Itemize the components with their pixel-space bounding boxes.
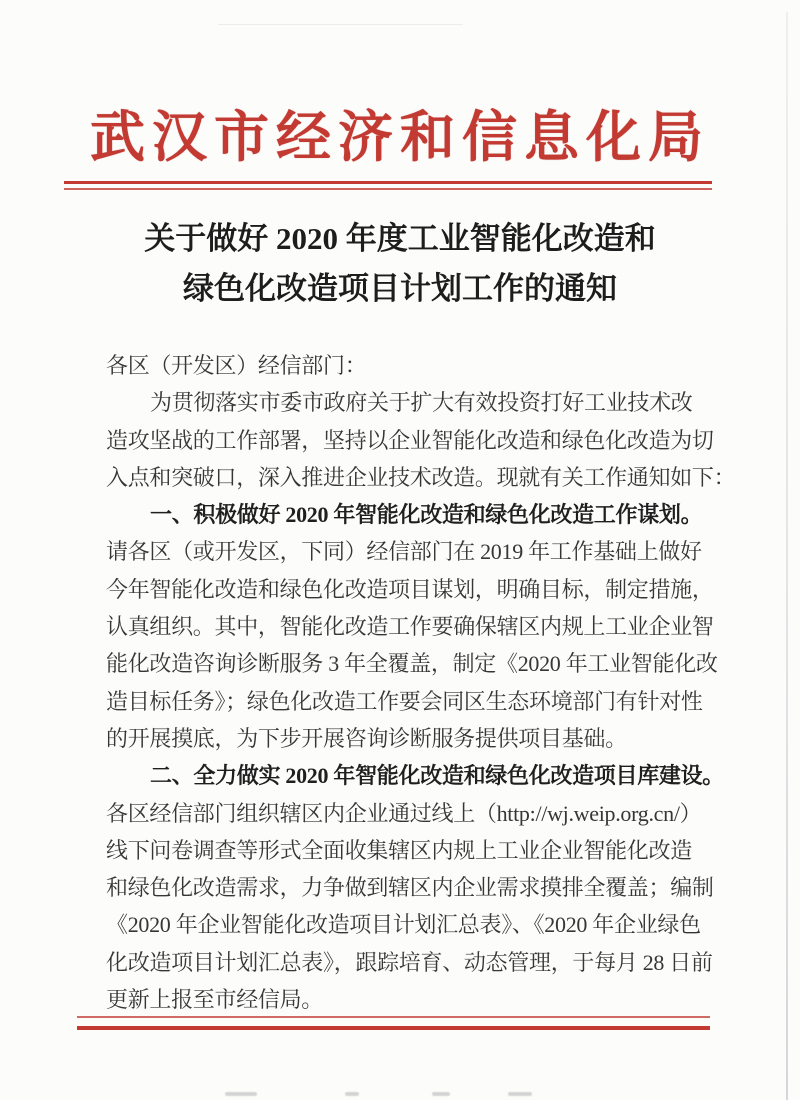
body-line: 为贯彻落实市委市政府关于扩大有效投资打好工业技术改 bbox=[150, 390, 693, 416]
scan-artifact-smudge bbox=[345, 1092, 359, 1096]
scan-artifact-smudge bbox=[432, 1092, 450, 1096]
scan-artifact-smudge bbox=[508, 1092, 532, 1096]
salutation-line: 各区（开发区）经信部门： bbox=[106, 353, 367, 378]
body-line: 的开展摸底，为下步开展咨询诊断服务提供项目基础。 bbox=[106, 725, 627, 751]
scan-artifact-smudge bbox=[225, 1092, 257, 1096]
body-line: 造目标任务》；绿色化改造工作要会同区生态环境部门有针对性 bbox=[106, 688, 703, 714]
body-line: 线下问卷调查等形式全面收集辖区内规上工业企业智能化改造 bbox=[106, 837, 692, 863]
section-heading-1: 一、积极做好 2020 年智能化改造和绿色化改造工作谋划。 bbox=[150, 502, 703, 528]
body-line: 《2020 年企业智能化改造项目计划汇总表》、《2020 年企业绿色 bbox=[106, 912, 701, 938]
body-line: 今年智能化改造和绿色化改造项目谋划，明确目标，制定措施， bbox=[106, 576, 714, 602]
body-line: 更新上报至市经信局。 bbox=[106, 987, 324, 1013]
body-line: 和绿色化改造需求，力争做到辖区内企业需求摸排全覆盖；编制 bbox=[106, 875, 714, 901]
letterhead-rule-thin bbox=[64, 188, 712, 190]
document-title-line-2: 绿色化改造项目计划工作的通知 bbox=[183, 271, 617, 306]
letterhead-rule-thick bbox=[64, 181, 712, 184]
body-line: 造攻坚战的工作部署，坚持以企业智能化改造和绿色化改造为切 bbox=[106, 427, 714, 453]
body-line: 能化改造咨询诊断服务 3 年全覆盖，制定《2020 年工业智能化改 bbox=[106, 651, 718, 677]
agency-letterhead-name: 武汉市经济和信息化局 bbox=[89, 107, 710, 168]
body-line: 化改造项目计划汇总表》，跟踪培育、动态管理，于每月 28 日前 bbox=[106, 949, 713, 975]
body-line: 各区经信部门组织辖区内企业通过线上（http://wj.weip.org.cn/） bbox=[106, 800, 702, 826]
document-title bbox=[100, 214, 700, 314]
scan-page-edge-line bbox=[786, 12, 788, 1100]
section-heading-2: 二、全力做实 2020 年智能化改造和绿色化改造项目库建设。 bbox=[150, 763, 725, 789]
footer-rule-thin bbox=[77, 1016, 710, 1018]
document-title-line-1: 关于做好 2020 年度工业智能化改造和 bbox=[144, 221, 656, 256]
body-line: 入点和突破口，深入推进企业技术改造。现就有关工作通知如下： bbox=[106, 464, 736, 490]
body-line: 请各区（或开发区，下同）经信部门在 2019 年工作基础上做好 bbox=[106, 539, 702, 565]
scan-artifact-hairline bbox=[218, 24, 463, 25]
body-line: 认真组织。其中，智能化改造工作要确保辖区内规上工业企业智 bbox=[106, 614, 714, 640]
footer-rule-thick bbox=[77, 1026, 710, 1030]
document-body bbox=[106, 347, 736, 1018]
